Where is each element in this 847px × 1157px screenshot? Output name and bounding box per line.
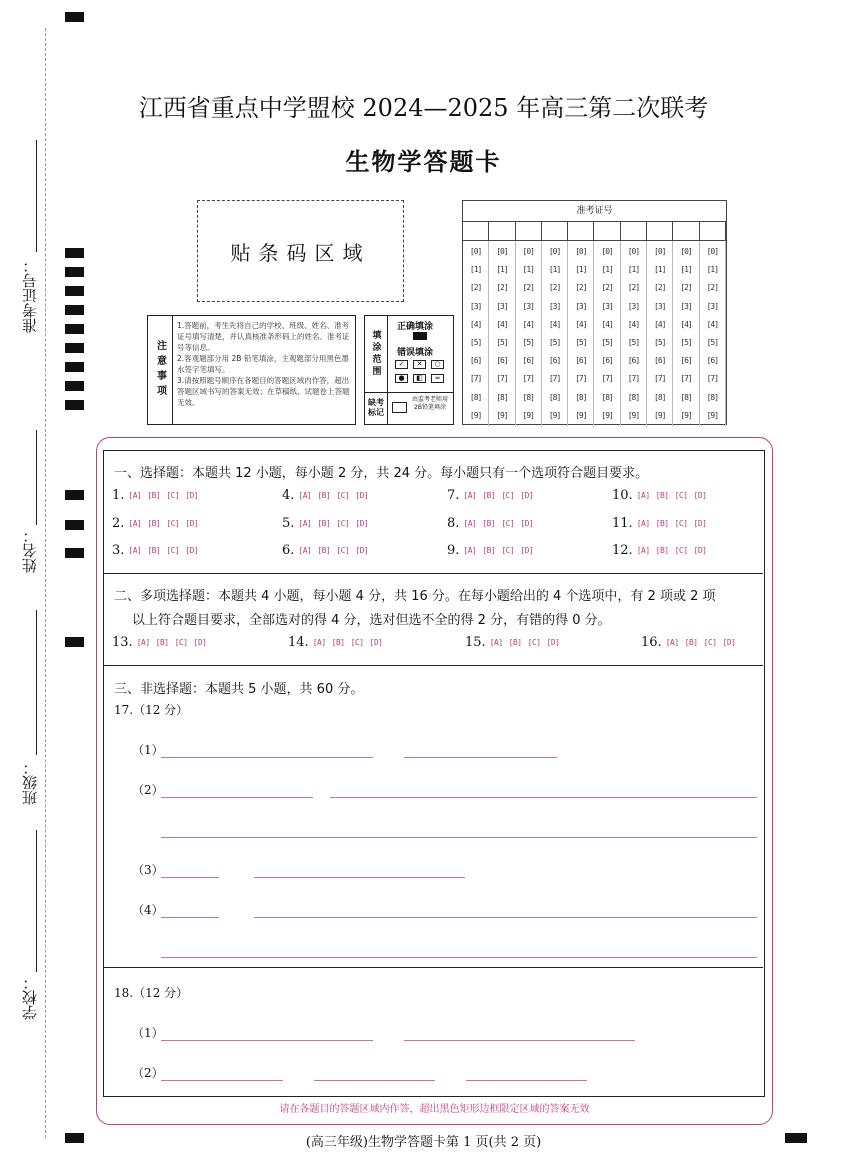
- exam-id-bubble[interactable]: [8]: [654, 392, 666, 402]
- option-bubble[interactable]: [C]: [166, 491, 180, 500]
- exam-id-bubble[interactable]: [1]: [522, 265, 534, 275]
- binding-line: [45, 28, 46, 1138]
- dash-mark-icon: ═: [431, 374, 444, 383]
- exam-id-bubble[interactable]: [6]: [469, 356, 482, 366]
- exam-id-digit-box[interactable]: [700, 222, 726, 240]
- choice-question: [612, 516, 713, 531]
- exam-id-bubble[interactable]: [8]: [627, 392, 640, 402]
- exam-id-bubble[interactable]: [6]: [496, 356, 508, 366]
- option-bubble[interactable]: [D]: [355, 546, 369, 555]
- option-bubble[interactable]: [A]: [128, 491, 142, 500]
- answer-warning: 请在各题目的答题区域内作答，超出黑色矩形边框限定区域的答案无效: [279, 1104, 590, 1115]
- option-bubble[interactable]: [B]: [482, 546, 496, 555]
- exam-id-bubble[interactable]: [2]: [706, 283, 719, 293]
- exam-id-bubble[interactable]: [9]: [469, 410, 482, 420]
- exam-id-bubble[interactable]: [8]: [469, 392, 482, 402]
- answer-line[interactable]: [314, 1080, 435, 1081]
- exam-id-digit-box[interactable]: [647, 222, 673, 240]
- exam-id-bubble[interactable]: [7]: [601, 374, 613, 384]
- notes-item: 3.请按照题号顺序在各题目的答题区域内作答，超出答题区域书写的答案无效；在草稿纸、试题卷上答题无效。: [177, 376, 350, 407]
- cross-mark-icon: ✕: [413, 360, 426, 369]
- class-label: 班级：: [21, 760, 39, 805]
- exam-id-bubble[interactable]: [2]: [522, 283, 534, 293]
- section-nonchoice: [104, 666, 763, 968]
- option-bubble[interactable]: [A]: [636, 519, 650, 528]
- option-bubble[interactable]: [A]: [665, 638, 679, 647]
- option-bubble[interactable]: [A]: [128, 546, 142, 555]
- answer-line[interactable]: [404, 1040, 635, 1041]
- exam-id-bubble[interactable]: [9]: [522, 410, 534, 420]
- exam-id-bubble[interactable]: [9]: [601, 410, 613, 420]
- option-bubble[interactable]: [D]: [693, 491, 707, 500]
- choice-question: [447, 543, 539, 558]
- exam-id-bubble[interactable]: [1]: [627, 265, 640, 275]
- option-bubble[interactable]: [C]: [527, 638, 541, 647]
- circle-mark-icon: ○: [431, 360, 444, 369]
- check-mark-icon: ✓: [395, 360, 408, 369]
- position-mark: [65, 548, 84, 558]
- exam-id-bubble[interactable]: [8]: [575, 392, 587, 402]
- exam-id-column: [568, 241, 594, 426]
- exam-id-bubble[interactable]: [7]: [469, 374, 482, 384]
- choice-question: [465, 635, 566, 650]
- exam-id-bubble[interactable]: [3]: [601, 301, 613, 311]
- option-bubble[interactable]: [B]: [655, 519, 669, 528]
- wrong-fill-label: 错误填涂: [397, 348, 434, 358]
- name-label: 姓名：: [21, 528, 39, 573]
- question-number: 3.: [112, 543, 125, 558]
- fill-guide: [364, 315, 454, 425]
- exam-id-bubble[interactable]: [3]: [575, 301, 587, 311]
- exam-id-bubble[interactable]: [2]: [496, 283, 508, 293]
- exam-id-bubble[interactable]: [3]: [654, 301, 666, 311]
- exam-id-input-row[interactable]: [463, 222, 726, 241]
- exam-id-bubble[interactable]: [1]: [548, 265, 561, 275]
- option-bubble[interactable]: [A]: [128, 519, 142, 528]
- fill-range-label: 填涂范围: [365, 316, 388, 392]
- exam-id-bubble[interactable]: [1]: [496, 265, 508, 275]
- position-mark: [65, 490, 84, 500]
- answer-line[interactable]: [161, 757, 373, 758]
- option-bubble[interactable]: [C]: [350, 638, 364, 647]
- section2-heading-cont: 以上符合题目要求，全部选对的得 4 分，选对但选不全的得 2 分，有错的得 0 分。: [132, 613, 611, 628]
- partial-mark-icon: ◧: [413, 374, 426, 383]
- exam-id-column: [489, 241, 515, 426]
- exam-id-bubble[interactable]: [7]: [575, 374, 587, 384]
- option-bubble[interactable]: [B]: [482, 519, 496, 528]
- question-number: 7.: [447, 488, 460, 503]
- exam-id-digit-box[interactable]: [463, 222, 489, 240]
- exam-id-bubble[interactable]: [3]: [680, 301, 692, 311]
- answer-line[interactable]: [161, 917, 219, 918]
- exam-id-bubble[interactable]: [0]: [522, 247, 534, 256]
- option-bubble[interactable]: [A]: [489, 638, 503, 647]
- exam-id-bubble[interactable]: [7]: [680, 374, 692, 384]
- question-number: 14.: [288, 635, 309, 650]
- q17-label: 17.（12 分）: [114, 703, 189, 717]
- school-label: 学校：: [21, 975, 39, 1020]
- option-bubble[interactable]: [C]: [336, 546, 350, 555]
- exam-id-bubble[interactable]: [5]: [522, 337, 534, 347]
- position-mark: [65, 267, 84, 277]
- exam-id-bubble[interactable]: [2]: [601, 283, 613, 293]
- exam-id-bubble[interactable]: [9]: [627, 410, 640, 420]
- option-bubble[interactable]: [B]: [331, 638, 345, 647]
- exam-id-bubble[interactable]: [8]: [706, 392, 719, 402]
- exam-id-bubble[interactable]: [9]: [548, 410, 561, 420]
- notes-heading: 注意事项: [148, 316, 173, 424]
- exam-id-bubble[interactable]: [4]: [469, 319, 482, 329]
- option-bubble[interactable]: [D]: [520, 491, 534, 500]
- section2-heading: 二、多项选择题：本题共 4 小题，每小题 4 分，共 16 分。在每小题给出的 4 个选项中，有 2 项或 2 项: [114, 589, 716, 604]
- exam-id-column: [673, 241, 699, 426]
- name-line[interactable]: [36, 430, 37, 525]
- exam-id-bubble[interactable]: [4]: [680, 319, 692, 329]
- school-line[interactable]: [36, 830, 37, 972]
- q17-part2-label: （2）: [132, 783, 164, 797]
- option-bubble[interactable]: [B]: [147, 519, 161, 528]
- exam-id-bubble[interactable]: [8]: [496, 392, 508, 402]
- option-bubble[interactable]: [D]: [355, 519, 369, 528]
- option-bubble[interactable]: [A]: [298, 491, 312, 500]
- exam-id-bubble[interactable]: [4]: [548, 319, 561, 329]
- exam-id-bubble[interactable]: [3]: [522, 301, 534, 311]
- section-choice: [104, 451, 763, 574]
- answer-line[interactable]: [254, 877, 465, 878]
- exam-id-bubble[interactable]: [4]: [627, 319, 640, 329]
- exam-id-bubble[interactable]: [0]: [469, 247, 482, 256]
- exam-id-digit-box[interactable]: [568, 222, 594, 240]
- exam-id-bubble[interactable]: [7]: [496, 374, 508, 384]
- exam-id-bubble[interactable]: [7]: [706, 374, 719, 384]
- answer-line[interactable]: [161, 797, 313, 798]
- barcode-label: 贴条码区域: [230, 240, 371, 265]
- exam-id-bubble[interactable]: [5]: [680, 337, 692, 347]
- exam-id-bubble[interactable]: [5]: [601, 337, 613, 347]
- exam-id-bubble[interactable]: [9]: [680, 410, 692, 420]
- exam-id-bubble[interactable]: [0]: [496, 247, 508, 256]
- notes-box: [147, 315, 356, 425]
- option-bubble[interactable]: [D]: [520, 546, 534, 555]
- position-mark: [65, 343, 84, 353]
- question-number: 11.: [612, 516, 633, 531]
- option-bubble[interactable]: [A]: [136, 638, 150, 647]
- answer-line[interactable]: [161, 1080, 283, 1081]
- position-mark: [65, 400, 84, 410]
- option-bubble[interactable]: [A]: [636, 546, 650, 555]
- answer-line[interactable]: [404, 757, 557, 758]
- option-bubble[interactable]: [D]: [722, 638, 736, 647]
- exam-id-bubble[interactable]: [6]: [680, 356, 692, 366]
- position-mark: [65, 381, 84, 391]
- option-bubble[interactable]: [A]: [463, 491, 477, 500]
- exam-id-title: 准考证号: [463, 201, 726, 222]
- exam-id-digit-box[interactable]: [594, 222, 620, 240]
- option-bubble[interactable]: [C]: [703, 638, 717, 647]
- choice-question: [282, 488, 374, 503]
- choice-question: [282, 516, 374, 531]
- exam-id-bubble[interactable]: [5]: [469, 337, 482, 347]
- option-bubble[interactable]: [A]: [636, 491, 650, 500]
- exam-id-bubble[interactable]: [0]: [654, 247, 666, 256]
- exam-id-bubble[interactable]: [1]: [601, 265, 613, 275]
- exam-id-column: [542, 241, 568, 426]
- exam-id-bubble[interactable]: [6]: [601, 356, 613, 366]
- position-mark: [65, 305, 84, 315]
- question-number: 12.: [612, 543, 633, 558]
- option-bubble[interactable]: [A]: [312, 638, 326, 647]
- option-bubble[interactable]: [A]: [298, 519, 312, 528]
- option-bubble[interactable]: [A]: [298, 546, 312, 555]
- notes-body: [173, 316, 355, 424]
- exam-id-column: [647, 241, 673, 426]
- exam-id-column: [516, 241, 542, 426]
- section-multi-choice: [104, 574, 763, 666]
- answer-line[interactable]: [161, 837, 757, 838]
- position-mark: [65, 286, 84, 296]
- exam-id-bubble[interactable]: [9]: [706, 410, 719, 420]
- exam-id-digit-box[interactable]: [542, 222, 568, 240]
- option-bubble[interactable]: [C]: [336, 491, 350, 500]
- question-number: 4.: [282, 488, 295, 503]
- exam-id-bubble[interactable]: [7]: [548, 374, 561, 384]
- position-mark: [65, 637, 84, 647]
- exam-id-bubble[interactable]: [4]: [654, 319, 666, 329]
- exam-id-bubble[interactable]: [2]: [627, 283, 640, 293]
- exam-id-digit-box[interactable]: [489, 222, 515, 240]
- choice-question: [112, 516, 204, 531]
- exam-id-bubble[interactable]: [7]: [522, 374, 534, 384]
- exam-id-bubble[interactable]: [8]: [548, 392, 561, 402]
- option-bubble[interactable]: [D]: [185, 546, 199, 555]
- position-mark: [65, 248, 84, 258]
- exam-id-bubble[interactable]: [9]: [575, 410, 587, 420]
- exam-id-bubble[interactable]: [0]: [601, 247, 613, 256]
- notes-item: 1.答题前，考生先将自己的学校、班级、姓名、准考证号填写清楚，并认真核准条形码上的姓名、准考证号等信息。: [177, 321, 350, 352]
- section1-heading: 一、选择题：本题共 12 小题，每小题 2 分，共 24 分。每小题只有一个选项符合题目要求。: [114, 466, 649, 481]
- question-number: 8.: [447, 516, 460, 531]
- option-bubble[interactable]: [C]: [674, 491, 688, 500]
- choice-question: [641, 635, 742, 650]
- option-bubble[interactable]: [D]: [185, 519, 199, 528]
- exam-id-bubble[interactable]: [1]: [575, 265, 587, 275]
- option-bubble[interactable]: [C]: [336, 519, 350, 528]
- exam-id-bubble[interactable]: [4]: [522, 319, 534, 329]
- exam-id-bubble[interactable]: [2]: [575, 283, 587, 293]
- exam-id-bubble[interactable]: [0]: [680, 247, 692, 256]
- exam-id-bubble[interactable]: [6]: [706, 356, 719, 366]
- absent-checkbox[interactable]: [392, 402, 407, 413]
- option-bubble[interactable]: [B]: [147, 546, 161, 555]
- exam-id-digit-box[interactable]: [621, 222, 647, 240]
- exam-id-bubble[interactable]: [3]: [706, 301, 719, 311]
- q18-part2-label: （2）: [132, 1066, 164, 1080]
- answer-line[interactable]: [466, 1080, 587, 1081]
- choice-question: [112, 635, 213, 650]
- choice-question: [112, 488, 204, 503]
- answer-line[interactable]: [161, 877, 219, 878]
- exam-id-digit-box[interactable]: [673, 222, 699, 240]
- exam-id-column: [594, 241, 620, 426]
- exam-id-bubble[interactable]: [5]: [575, 337, 587, 347]
- choice-question: [112, 543, 204, 558]
- absent-note: 由监考老师用2B铅笔填涂: [411, 396, 448, 411]
- exam-id-bubble[interactable]: [5]: [706, 337, 719, 347]
- position-mark: [65, 362, 84, 372]
- exam-id-bubble[interactable]: [1]: [469, 265, 482, 275]
- exam-id-bubble[interactable]: [7]: [654, 374, 666, 384]
- exam-id-bubble[interactable]: [5]: [654, 337, 666, 347]
- exam-id-column: [621, 241, 647, 426]
- page-title: 江西省重点中学盟校 2024—2025 年高三第二次联考: [138, 94, 709, 122]
- option-bubble[interactable]: [C]: [166, 519, 180, 528]
- option-bubble[interactable]: [A]: [463, 546, 477, 555]
- absent-label: 缺考标记: [365, 392, 388, 424]
- option-bubble[interactable]: [B]: [317, 491, 331, 500]
- exam-id-bubble[interactable]: [1]: [706, 265, 719, 275]
- choice-question: [447, 516, 539, 531]
- exam-id-bubble[interactable]: [4]: [601, 319, 613, 329]
- question-number: 16.: [641, 635, 662, 650]
- question-number: 6.: [282, 543, 295, 558]
- answer-frame: [103, 450, 765, 1097]
- option-bubble[interactable]: [B]: [508, 638, 522, 647]
- answer-line[interactable]: [254, 917, 757, 918]
- exam-id-bubble[interactable]: [1]: [680, 265, 692, 275]
- choice-question: [612, 488, 713, 503]
- correct-fill-sample-icon: [413, 332, 427, 340]
- exam-id-bubble[interactable]: [4]: [706, 319, 719, 329]
- exam-id-bubble[interactable]: [2]: [654, 283, 666, 293]
- question-number: 10.: [612, 488, 633, 503]
- exam-id-bubble[interactable]: [1]: [654, 265, 666, 275]
- question-number: 2.: [112, 516, 125, 531]
- question-number: 13.: [112, 635, 133, 650]
- question-number: 5.: [282, 516, 295, 531]
- q17-part4-label: （4）: [132, 903, 164, 917]
- question-number: 15.: [465, 635, 486, 650]
- exam-id-digit-box[interactable]: [516, 222, 542, 240]
- exam-id-bubble[interactable]: [6]: [575, 356, 587, 366]
- exam-id-bubble[interactable]: [0]: [575, 247, 587, 256]
- option-bubble[interactable]: [D]: [355, 491, 369, 500]
- option-bubble[interactable]: [D]: [546, 638, 560, 647]
- option-bubble[interactable]: [C]: [501, 546, 515, 555]
- correct-fill-label: 正确填涂: [397, 322, 434, 332]
- exam-id-bubble[interactable]: [9]: [496, 410, 508, 420]
- page-subtitle: 生物学答题卡: [345, 148, 502, 176]
- page-footer: (高三年级)生物学答题卡第 1 页(共 2 页): [305, 1135, 542, 1150]
- exam-id-bubble[interactable]: [5]: [548, 337, 561, 347]
- section3-heading: 三、非选择题：本题共 5 小题，共 60 分。: [114, 682, 364, 697]
- exam-id-bubble[interactable]: [3]: [627, 301, 640, 311]
- option-bubble[interactable]: [C]: [674, 519, 688, 528]
- option-bubble[interactable]: [B]: [684, 638, 698, 647]
- option-bubble[interactable]: [D]: [193, 638, 207, 647]
- option-bubble[interactable]: [D]: [369, 638, 383, 647]
- exam-id-bubble[interactable]: [8]: [522, 392, 534, 402]
- exam-id-bubble[interactable]: [8]: [680, 392, 692, 402]
- exam-id-bubble[interactable]: [5]: [496, 337, 508, 347]
- exam-id-column: [700, 241, 726, 426]
- choice-question: [447, 488, 539, 503]
- option-bubble[interactable]: [B]: [147, 491, 161, 500]
- option-bubble[interactable]: [A]: [463, 519, 477, 528]
- q18-label: 18.（12 分）: [114, 986, 189, 1000]
- exam-id-bubble[interactable]: [6]: [522, 356, 534, 366]
- barcode-area: [197, 200, 404, 302]
- option-bubble[interactable]: [D]: [693, 546, 707, 555]
- choice-question: [612, 543, 713, 558]
- q17-part3-label: （3）: [132, 863, 164, 877]
- q18-part1-label: （1）: [132, 1026, 164, 1040]
- option-bubble[interactable]: [B]: [655, 546, 669, 555]
- position-mark: [65, 12, 84, 22]
- option-bubble[interactable]: [C]: [166, 546, 180, 555]
- option-bubble[interactable]: [C]: [501, 491, 515, 500]
- q17-part1-label: （1）: [132, 743, 164, 757]
- option-bubble[interactable]: [B]: [317, 519, 331, 528]
- exam-id-bubble[interactable]: [3]: [469, 301, 482, 311]
- exam-id-bubble[interactable]: [6]: [654, 356, 666, 366]
- exam-id-bubble[interactable]: [6]: [627, 356, 640, 366]
- exam-id-bubble[interactable]: [6]: [548, 356, 561, 366]
- option-bubble[interactable]: [B]: [482, 491, 496, 500]
- exam-id-bubble[interactable]: [2]: [469, 283, 482, 293]
- exam-id-bubble[interactable]: [9]: [654, 410, 666, 420]
- exam-id-bubble[interactable]: [8]: [601, 392, 613, 402]
- exam-id-bubble[interactable]: [4]: [496, 319, 508, 329]
- answer-line[interactable]: [330, 797, 757, 798]
- exam-id-bubble[interactable]: [0]: [627, 247, 640, 256]
- exam-id-bubble[interactable]: [3]: [548, 301, 561, 311]
- option-bubble[interactable]: [C]: [174, 638, 188, 647]
- exam-id-column: [463, 241, 489, 426]
- option-bubble[interactable]: [B]: [155, 638, 169, 647]
- option-bubble[interactable]: [D]: [693, 519, 707, 528]
- choice-question: [288, 635, 389, 650]
- option-bubble[interactable]: [D]: [520, 519, 534, 528]
- choice-question: [282, 543, 374, 558]
- exam-id-bubble[interactable]: [5]: [627, 337, 640, 347]
- dot-mark-icon: ●: [395, 374, 408, 383]
- option-bubble[interactable]: [B]: [317, 546, 331, 555]
- exam-id-bubble[interactable]: [2]: [548, 283, 561, 293]
- exam-id-bubble[interactable]: [0]: [548, 247, 561, 256]
- option-bubble[interactable]: [C]: [501, 519, 515, 528]
- notes-item: 2.客观题部分用 2B 铅笔填涂，主观题部分用黑色墨水签字笔填写。: [177, 354, 349, 374]
- exam-no-label: 准考证号：: [21, 258, 39, 333]
- position-mark: [65, 324, 84, 334]
- exam-id-bubble[interactable]: [3]: [496, 301, 508, 311]
- class-line[interactable]: [36, 610, 37, 755]
- option-bubble[interactable]: [B]: [655, 491, 669, 500]
- option-bubble[interactable]: [D]: [185, 491, 199, 500]
- answer-line[interactable]: [161, 1040, 373, 1041]
- exam-id-bubble[interactable]: [7]: [627, 374, 640, 384]
- exam-id-bubble[interactable]: [0]: [706, 247, 719, 256]
- exam-id-bubble[interactable]: [2]: [680, 283, 692, 293]
- exam-id-grid: [462, 200, 727, 425]
- answer-line[interactable]: [161, 957, 757, 958]
- position-mark: [65, 520, 84, 530]
- exam-id-bubble[interactable]: [4]: [575, 319, 587, 329]
- question-number: 9.: [447, 543, 460, 558]
- option-bubble[interactable]: [C]: [674, 546, 688, 555]
- question-number: 1.: [112, 488, 125, 503]
